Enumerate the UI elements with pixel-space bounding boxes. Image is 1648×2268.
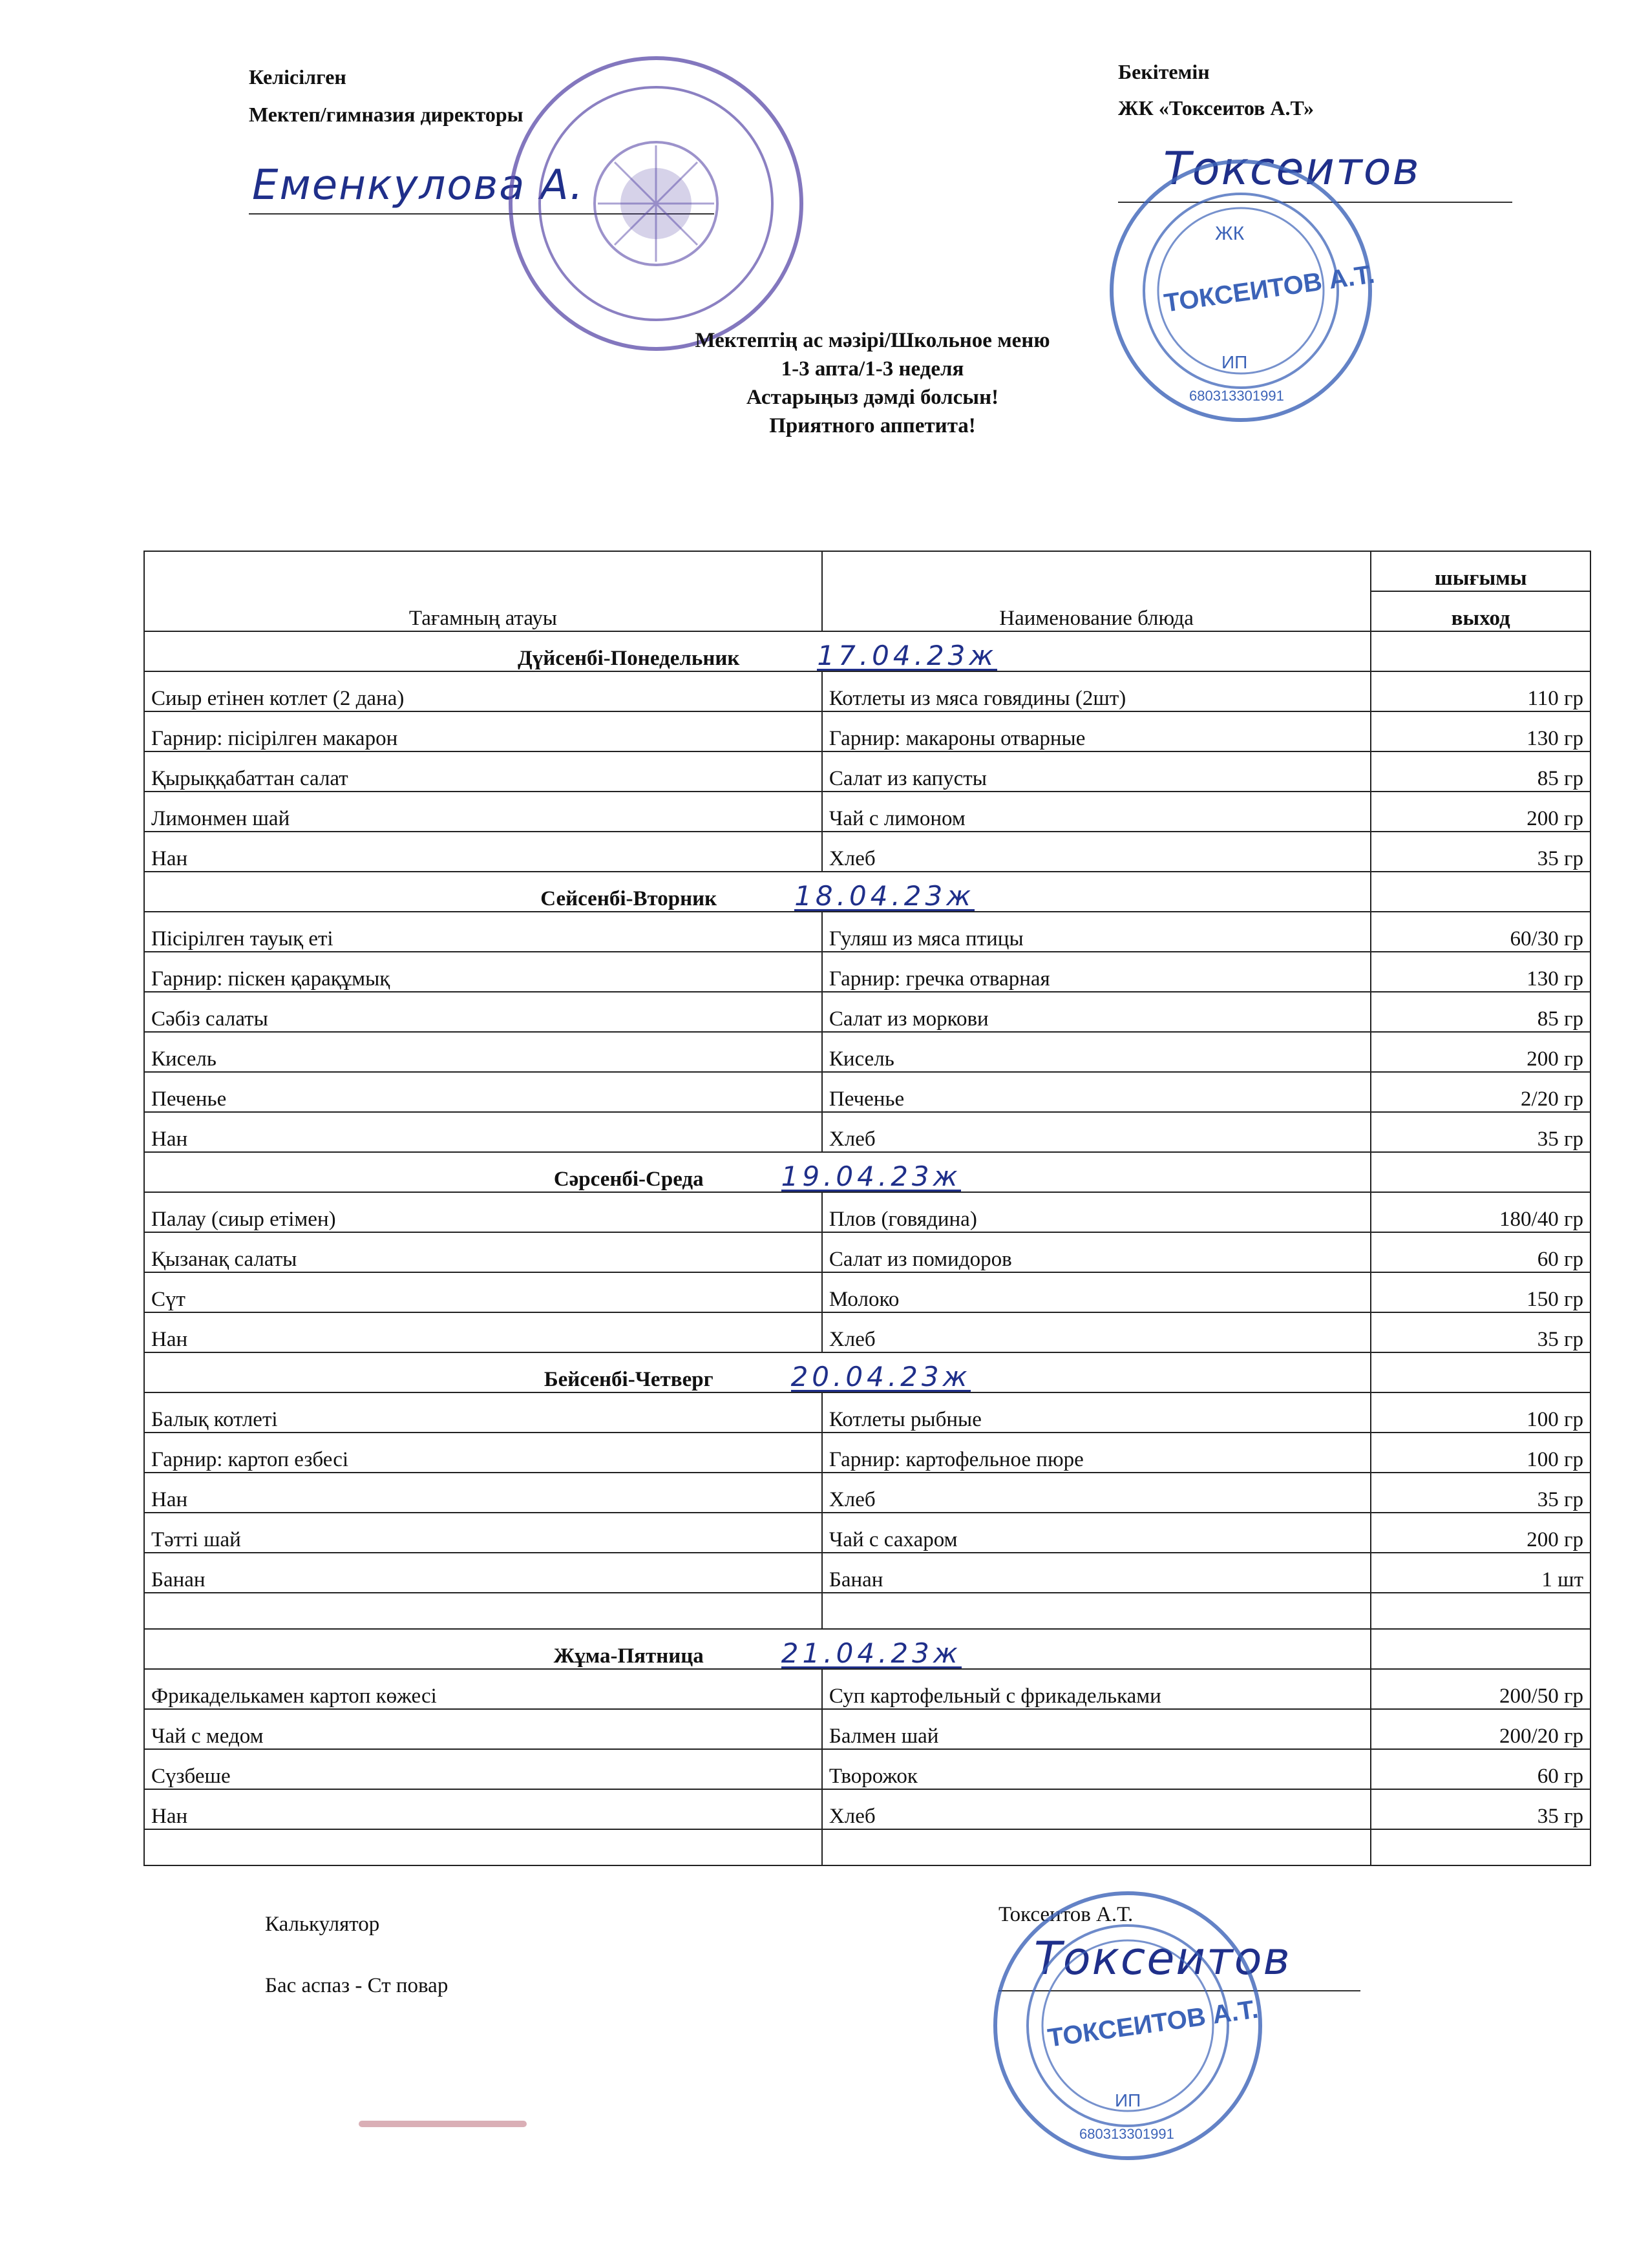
table-header-row — [144, 551, 1590, 591]
empty-cell — [1371, 1593, 1590, 1629]
day-heading — [144, 631, 1371, 671]
table-row — [144, 1553, 1590, 1593]
dish-output: 200/50 гр — [1371, 1669, 1590, 1709]
day-heading — [144, 1352, 1371, 1392]
dish-output: 85 гр — [1371, 992, 1590, 1032]
table-row — [144, 1312, 1590, 1352]
dish-kz: Чай с медом — [144, 1709, 822, 1749]
table-row — [144, 1709, 1590, 1749]
dish-output: 35 гр — [1371, 1473, 1590, 1513]
dish-kz: Нан — [144, 1112, 822, 1152]
empty-cell — [1371, 631, 1590, 671]
dish-ru: Чай с лимоном — [822, 792, 1371, 832]
dish-output: 1 шт — [1371, 1553, 1590, 1593]
dish-kz: Тәтті шай — [144, 1513, 822, 1553]
table-row — [144, 671, 1590, 711]
blank-row — [144, 1593, 1590, 1629]
director-label: Мектеп/гимназия директоры — [249, 103, 523, 126]
day-date: 19.04.23ж — [781, 1160, 962, 1192]
day-name: Дүйсенбі-Понедельник — [518, 647, 740, 670]
dish-ru: Чай с сахаром — [822, 1513, 1371, 1553]
stamp-abbr-bottom: ИП — [1221, 352, 1248, 372]
col-header-ru: Наименование блюда — [822, 551, 1371, 631]
day-name: Бейсенбі-Четверг — [544, 1368, 713, 1391]
dish-ru: Котлеты из мяса говядины (2шт) — [822, 671, 1371, 711]
dish-output: 130 гр — [1371, 711, 1590, 751]
dish-ru: Балмен шай — [822, 1709, 1371, 1749]
empty-cell — [144, 1593, 822, 1629]
dish-kz: Гарнир: піскен қарақұмық — [144, 952, 822, 992]
day-name: Жұма-Пятница — [553, 1644, 704, 1668]
dish-output: 110 гр — [1371, 671, 1590, 711]
blank-row — [144, 1829, 1590, 1865]
day-name: Сәрсенбі-Среда — [553, 1168, 704, 1191]
table-row — [144, 1112, 1590, 1152]
dish-kz: Сүзбеше — [144, 1749, 822, 1789]
table-row — [144, 912, 1590, 952]
dish-output: 200 гр — [1371, 792, 1590, 832]
dish-kz: Гарнир: пісірілген макарон — [144, 711, 822, 751]
dish-kz: Сиыр етінен котлет (2 дана) — [144, 671, 822, 711]
day-row — [144, 631, 1590, 671]
school-stamp — [501, 48, 811, 359]
day-date: 20.04.23ж — [790, 1361, 971, 1392]
dish-kz: Нан — [144, 832, 822, 872]
calculator-label: Калькулятор — [265, 1913, 380, 1936]
dish-ru: Салат из помидоров — [822, 1232, 1371, 1272]
dish-output: 85 гр — [1371, 751, 1590, 792]
col-header-out-kz: шығымы — [1371, 551, 1590, 591]
dish-ru: Гарнир: гречка отварная — [822, 952, 1371, 992]
day-heading — [144, 1152, 1371, 1192]
table-row — [144, 1669, 1590, 1709]
dish-kz: Қырыққабаттан салат — [144, 751, 822, 792]
dish-output: 35 гр — [1371, 1312, 1590, 1352]
dish-output: 200/20 гр — [1371, 1709, 1590, 1749]
dish-kz: Гарнир: картоп езбесі — [144, 1433, 822, 1473]
day-date: 21.04.23ж — [781, 1637, 962, 1669]
dish-ru: Хлеб — [822, 1112, 1371, 1152]
dish-ru: Творожок — [822, 1749, 1371, 1789]
dish-ru: Хлеб — [822, 1789, 1371, 1829]
title-line-1: Мектептің ас мәзірі/Школьное меню — [695, 329, 1050, 352]
entrepreneur-signature: Токсеитов — [1163, 142, 1421, 195]
title-line-2: 1-3 апта/1-3 неделя — [781, 357, 964, 381]
stamp-number: 680313301991 — [1189, 388, 1284, 404]
col-header-out-ru: выход — [1371, 591, 1590, 631]
dish-kz: Пісірілген тауық еті — [144, 912, 822, 952]
dish-kz: Банан — [144, 1553, 822, 1593]
table-row — [144, 1232, 1590, 1272]
empty-cell — [1371, 872, 1590, 912]
dish-kz: Балық котлеті — [144, 1392, 822, 1433]
table-row — [144, 832, 1590, 872]
table-row — [144, 1072, 1590, 1112]
dish-kz: Лимонмен шай — [144, 792, 822, 832]
empty-cell — [144, 1829, 822, 1865]
day-date: 17.04.23ж — [817, 640, 998, 671]
dish-kz: Палау (сиыр етімен) — [144, 1192, 822, 1232]
dish-ru: Печенье — [822, 1072, 1371, 1112]
dish-ru: Гарнир: макароны отварные — [822, 711, 1371, 751]
dish-ru: Хлеб — [822, 832, 1371, 872]
dish-output: 200 гр — [1371, 1513, 1590, 1553]
dish-output: 60 гр — [1371, 1749, 1590, 1789]
menu-table — [143, 551, 1591, 1866]
title-line-3: Астарыңыз дәмді болсын! — [746, 386, 999, 409]
dish-output: 180/40 гр — [1371, 1192, 1590, 1232]
empty-cell — [822, 1829, 1371, 1865]
stamp-abbr-top: ЖК — [1215, 223, 1245, 244]
day-row — [144, 872, 1590, 912]
dish-ru: Молоко — [822, 1272, 1371, 1312]
day-name: Сейсенбі-Вторник — [540, 887, 717, 910]
dish-ru: Кисель — [822, 1032, 1371, 1072]
dish-output: 130 гр — [1371, 952, 1590, 992]
dish-kz: Қызанақ салаты — [144, 1232, 822, 1272]
table-row — [144, 711, 1590, 751]
table-row — [144, 952, 1590, 992]
title-line-4: Приятного аппетита! — [769, 414, 976, 437]
dish-ru: Банан — [822, 1553, 1371, 1593]
day-date: 18.04.23ж — [794, 880, 975, 912]
table-row — [144, 1789, 1590, 1829]
table-row — [144, 992, 1590, 1032]
table-row — [144, 751, 1590, 792]
col-header-kz: Тағамның атауы — [144, 551, 822, 631]
day-row — [144, 1629, 1590, 1669]
dish-ru: Хлеб — [822, 1473, 1371, 1513]
footer-stamp-abbr: ИП — [1115, 2090, 1141, 2110]
table-row — [144, 1749, 1590, 1789]
dish-output: 35 гр — [1371, 1112, 1590, 1152]
day-heading — [144, 872, 1371, 912]
empty-cell — [1371, 1352, 1590, 1392]
dish-ru: Котлеты рыбные — [822, 1392, 1371, 1433]
dish-kz: Сүт — [144, 1272, 822, 1312]
menu-title — [582, 326, 1163, 440]
footer-name: Токсеитов А.Т. — [998, 1903, 1134, 1926]
dish-kz: Печенье — [144, 1072, 822, 1112]
dish-kz: Кисель — [144, 1032, 822, 1072]
dish-ru: Салат из капусты — [822, 751, 1371, 792]
dish-ru: Суп картофельный с фрикадельками — [822, 1669, 1371, 1709]
dish-kz: Фрикаделькамен картоп көжесі — [144, 1669, 822, 1709]
footer-stamp-name: ТОКСЕИТОВ А.Т. — [1046, 1995, 1260, 2053]
dish-output: 150 гр — [1371, 1272, 1590, 1312]
dish-output: 35 гр — [1371, 832, 1590, 872]
dish-output: 60 гр — [1371, 1232, 1590, 1272]
dish-ru: Гуляш из мяса птицы — [822, 912, 1371, 952]
table-row — [144, 1192, 1590, 1232]
empty-cell — [822, 1593, 1371, 1629]
empty-cell — [1371, 1629, 1590, 1669]
ink-smudge — [359, 2121, 527, 2127]
dish-output: 200 гр — [1371, 1032, 1590, 1072]
head-cook-label: Бас аспаз - Ст повар — [265, 1974, 449, 1997]
day-row — [144, 1152, 1590, 1192]
table-row — [144, 1032, 1590, 1072]
empty-cell — [1371, 1152, 1590, 1192]
dish-output: 2/20 гр — [1371, 1072, 1590, 1112]
dish-kz: Нан — [144, 1789, 822, 1829]
footer-stamp-number: 680313301991 — [1079, 2126, 1174, 2142]
dish-kz: Сәбіз салаты — [144, 992, 822, 1032]
agreed-label: Келісілген — [249, 65, 346, 89]
table-row — [144, 1473, 1590, 1513]
dish-ru: Салат из моркови — [822, 992, 1371, 1032]
table-row — [144, 1513, 1590, 1553]
entrepreneur-label: ЖК «Токсеитов А.Т» — [1118, 96, 1315, 120]
dish-output: 35 гр — [1371, 1789, 1590, 1829]
table-row — [144, 1392, 1590, 1433]
day-heading — [144, 1629, 1371, 1669]
empty-cell — [1371, 1829, 1590, 1865]
table-row — [144, 1433, 1590, 1473]
dish-ru: Гарнир: картофельное пюре — [822, 1433, 1371, 1473]
approve-label: Бекітемін — [1118, 60, 1210, 83]
dish-output: 100 гр — [1371, 1433, 1590, 1473]
dish-ru: Плов (говядина) — [822, 1192, 1371, 1232]
dish-kz: Нан — [144, 1312, 822, 1352]
dish-output: 60/30 гр — [1371, 912, 1590, 952]
table-row — [144, 792, 1590, 832]
table-row — [144, 1272, 1590, 1312]
stamp-name: ТОКСЕИТОВ А.Т. — [1162, 260, 1377, 318]
dish-ru: Хлеб — [822, 1312, 1371, 1352]
footer-signature: Токсеитов — [1034, 1932, 1291, 1985]
dish-output: 100 гр — [1371, 1392, 1590, 1433]
director-signature: Еменкулова А. — [252, 162, 584, 209]
day-row — [144, 1352, 1590, 1392]
dish-kz: Нан — [144, 1473, 822, 1513]
